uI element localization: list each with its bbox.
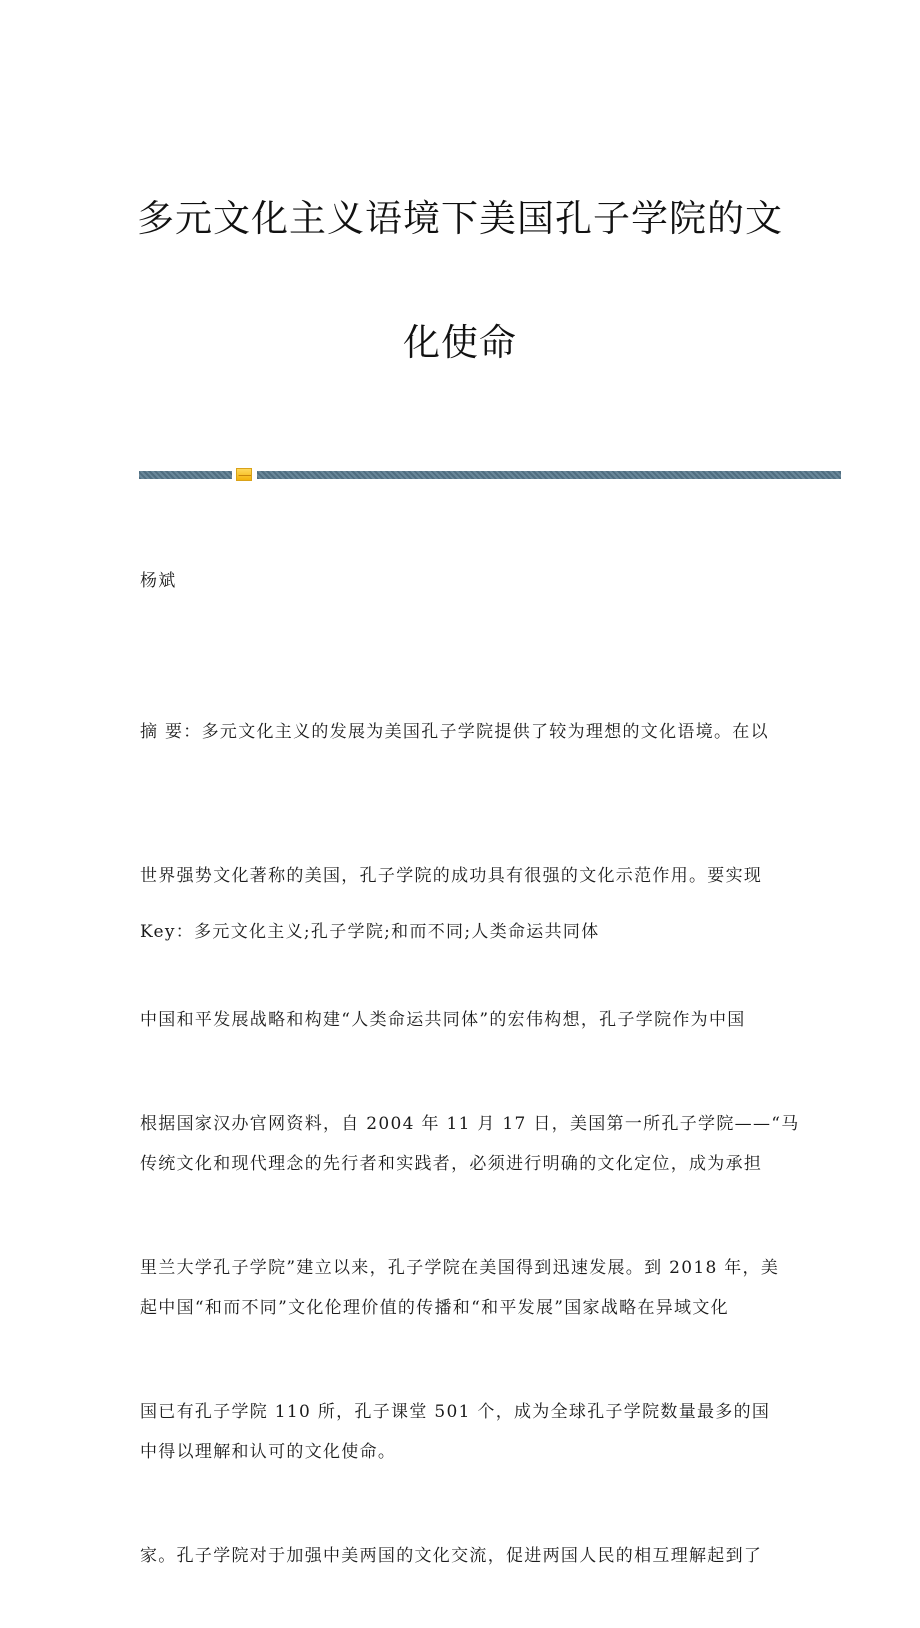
body-paragraph [140, 1004, 800, 1628]
body-line: 家。孔子学院对于加强中美两国的文化交流，促进两国人民的相互理解起到了 [140, 1546, 763, 1566]
document-title-line-2: 化使命 [403, 321, 517, 364]
divider-bar-right [257, 471, 841, 479]
mail-icon [236, 468, 252, 481]
abstract-line: 世界强势文化著称的美国，孔子学院的成功具有很强的文化示范作用。要实现 [140, 866, 763, 886]
abstract-line: 传统文化和现代理念的先行者和实践者，必须进行明确的文化定位，成为承担 [140, 1154, 763, 1174]
abstract-line: 摘 要：多元文化主义的发展为美国孔子学院提供了较为理想的文化语境。在以 [140, 722, 769, 742]
abstract-line: 起中国“和而不同”文化伦理价值的传播和“和平发展”国家战略在异域文化 [140, 1298, 729, 1318]
body-line: 里兰大学孔子学院”建立以来，孔子学院在美国得到迅速发展。到 2018 年，美 [140, 1258, 780, 1278]
abstract-line: 中得以理解和认可的文化使命。 [140, 1442, 397, 1462]
body-line: 国已有孔子学院 110 所，孔子课堂 501 个，成为全球孔子学院数量最多的国 [140, 1402, 771, 1422]
divider-bar-left [139, 471, 232, 479]
abstract-line: 中国和平发展战略和构建“人类命运共同体”的宏伟构想，孔子学院作为中国 [140, 1010, 746, 1030]
body-line: 根据国家汉办官网资料，自 2004 年 11 月 17 日，美国第一所孔子学院——“马 [140, 1114, 800, 1134]
document-title-line-1: 多元文化主义语境下美国孔子学院的文 [137, 197, 783, 240]
keywords: Key：多元文化主义;孔子学院;和而不同;人类命运共同体 [140, 922, 600, 942]
author-name: 杨斌 [140, 571, 177, 591]
